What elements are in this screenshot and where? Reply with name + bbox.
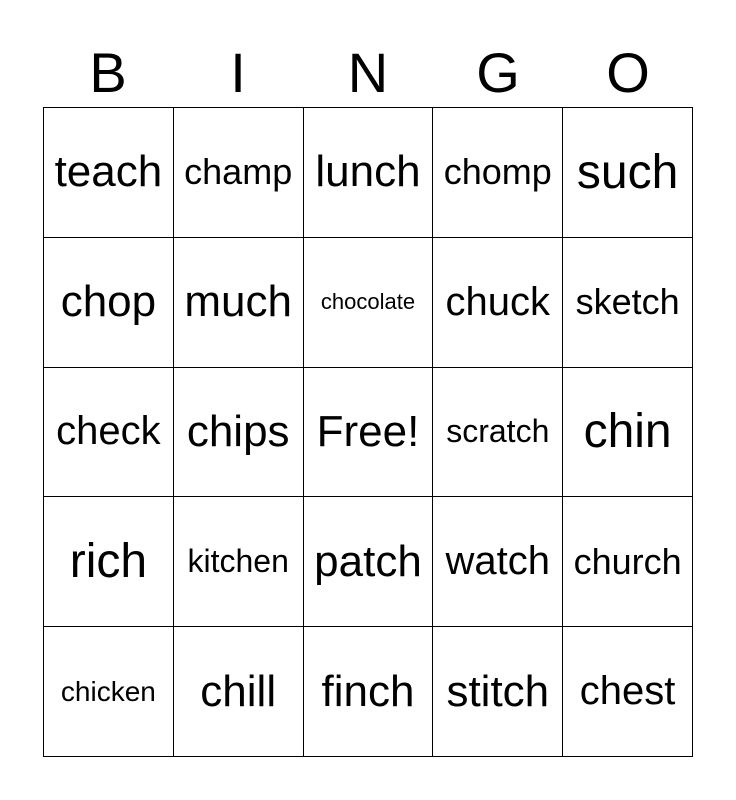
bingo-cell: kitchen [174,497,304,627]
bingo-cell: chin [563,368,693,498]
bingo-cell: chuck [433,238,563,368]
free-space: Free! [304,368,434,498]
bingo-card-grid [43,107,693,757]
bingo-cell: chicken [44,627,174,757]
bingo-cell: stitch [433,627,563,757]
bingo-cell: patch [304,497,434,627]
bingo-cell: much [174,238,304,368]
bingo-cell: sketch [563,238,693,368]
bingo-cell: rich [44,497,174,627]
bingo-cell: chill [174,627,304,757]
bingo-header [43,40,693,106]
bingo-cell: watch [433,497,563,627]
bingo-cell: chop [44,238,174,368]
bingo-cell: champ [174,108,304,238]
bingo-cell: church [563,497,693,627]
header-letter-o: O [606,41,650,104]
bingo-cell: chocolate [304,238,434,368]
bingo-cell: such [563,108,693,238]
bingo-cell: chips [174,368,304,498]
header-letter-i: I [230,41,246,104]
bingo-cell: lunch [304,108,434,238]
header-letter-b: B [89,41,127,104]
header-letter-g: G [476,41,520,104]
header-letter-n: N [347,41,389,104]
bingo-cell: check [44,368,174,498]
bingo-cell: chest [563,627,693,757]
bingo-cell: scratch [433,368,563,498]
bingo-cell: chomp [433,108,563,238]
bingo-cell: teach [44,108,174,238]
bingo-cell: finch [304,627,434,757]
